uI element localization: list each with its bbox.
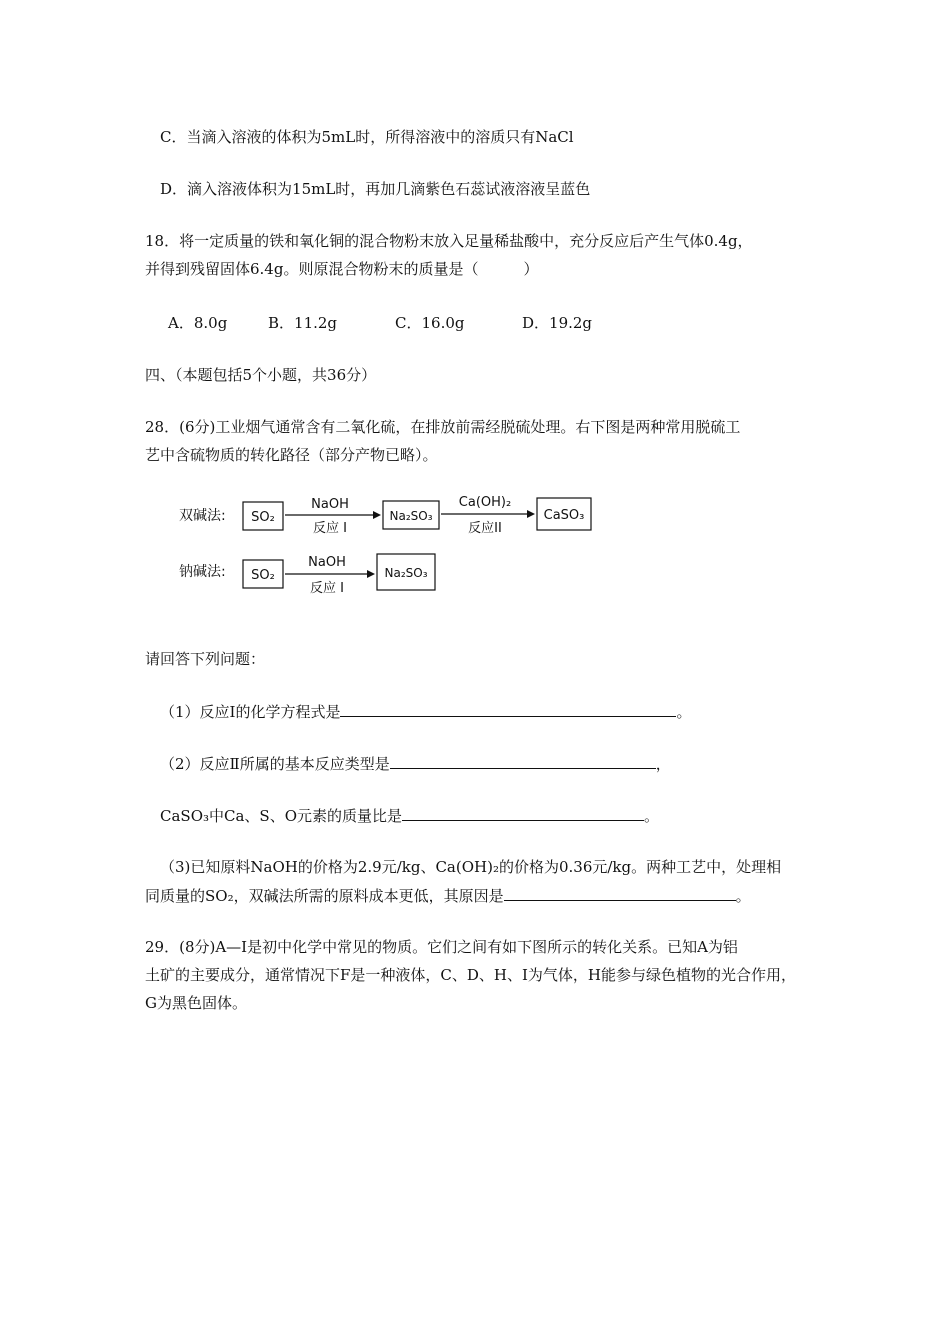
sub-question-3-line2 bbox=[145, 884, 751, 907]
question-29-line3: G为黑色固体。 bbox=[145, 994, 247, 1012]
sub-question-2b bbox=[160, 804, 659, 827]
answer-blank-4[interactable] bbox=[504, 884, 736, 901]
question-28-line1: 28．(6分)工业烟气通常含有二氧化硫，在排放前需经脱硫处理。右下图是两种常用脱硫工 bbox=[145, 418, 741, 436]
answer-blank-3[interactable] bbox=[402, 804, 644, 821]
sub-question-1 bbox=[160, 700, 692, 723]
option-b-18: B．11.2g bbox=[268, 314, 338, 332]
option-c-18: C．16.0g bbox=[395, 314, 465, 332]
sub1-text: （1）反应Ⅰ的化学方程式是 bbox=[160, 703, 341, 721]
question-29-line2: 土矿的主要成分，通常情况下F是一种液体，C、D、H、I为气体，H能参与绿色植物的光合作用， bbox=[145, 966, 797, 984]
answer-blank-1[interactable] bbox=[340, 700, 676, 717]
sub-question-3-line1: （3)已知原料NaOH的价格为2.9元/kg、Ca(OH)₂的价格为0.36元/kg。两种工艺中，处理相 bbox=[160, 858, 782, 876]
so2-text-2: SO₂ bbox=[251, 568, 275, 583]
option-a-18: A．8.0g bbox=[168, 314, 228, 332]
naoh-label-1: NaOH bbox=[311, 497, 349, 512]
arrow-3-head bbox=[367, 570, 375, 578]
question-18-options bbox=[168, 312, 592, 334]
na2so3-text-2: Na₂SO₃ bbox=[384, 566, 428, 580]
option-d: D．滴入溶液体积为15mL时，再加几滴紫色石蕊试液溶液呈蓝色 bbox=[160, 180, 591, 198]
sub3-text: 同质量的SO₂，双碱法所需的原料成本更低，其原因是 bbox=[145, 887, 504, 905]
desulfurization-diagram bbox=[175, 488, 635, 598]
arrow-1-head bbox=[373, 511, 381, 519]
option-c: C．当滴入溶液的体积为5mL时，所得溶液中的溶质只有NaCl bbox=[160, 128, 574, 146]
answer-prompt: 请回答下列问题： bbox=[145, 650, 266, 668]
na2so3-text-1: Na₂SO₃ bbox=[389, 509, 433, 523]
row1-label: 双碱法: bbox=[179, 508, 226, 524]
caoh2-label: Ca(OH)₂ bbox=[458, 495, 512, 510]
sub2b-end: 。 bbox=[644, 807, 660, 825]
question-18-line1: 18．将一定质量的铁和氧化铜的混合物粉末放入足量稀盐酸中，充分反应后产生气体0.4g， bbox=[145, 232, 753, 250]
reaction1-label-2: 反应 I bbox=[310, 581, 344, 596]
sub2b-text: CaSO₃中Ca、S、O元素的质量比是 bbox=[160, 807, 403, 825]
row2-label: 钠碱法: bbox=[179, 564, 226, 580]
sub2-end: ， bbox=[655, 755, 671, 773]
sub-question-2 bbox=[160, 752, 671, 775]
question-18-line2: 并得到残留固体6.4g。则原混合物粉末的质量是（ ） bbox=[145, 260, 539, 278]
sub2-text: （2）反应Ⅱ所属的基本反应类型是 bbox=[160, 755, 390, 773]
caso3-text: CaSO₃ bbox=[543, 508, 585, 523]
reaction2-label: 反应II bbox=[468, 521, 502, 536]
option-d-18: D．19.2g bbox=[522, 314, 593, 332]
sub1-end: 。 bbox=[676, 703, 692, 721]
section-four-heading: 四、（本题包括5个小题，共36分） bbox=[145, 366, 377, 384]
so2-text-1: SO₂ bbox=[251, 510, 275, 525]
naoh-label-2: NaOH bbox=[308, 555, 346, 570]
question-28-line2: 艺中含硫物质的转化路径（部分产物已略）。 bbox=[145, 446, 438, 464]
sub3-end: 。 bbox=[735, 887, 751, 905]
reaction1-label-1: 反应 I bbox=[313, 521, 347, 536]
answer-blank-2[interactable] bbox=[390, 752, 656, 769]
question-29-line1: 29．(8分)A—I是初中化学中常见的物质。它们之间有如下图所示的转化关系。已知A为铝 bbox=[145, 938, 738, 956]
arrow-2-head bbox=[527, 510, 535, 518]
